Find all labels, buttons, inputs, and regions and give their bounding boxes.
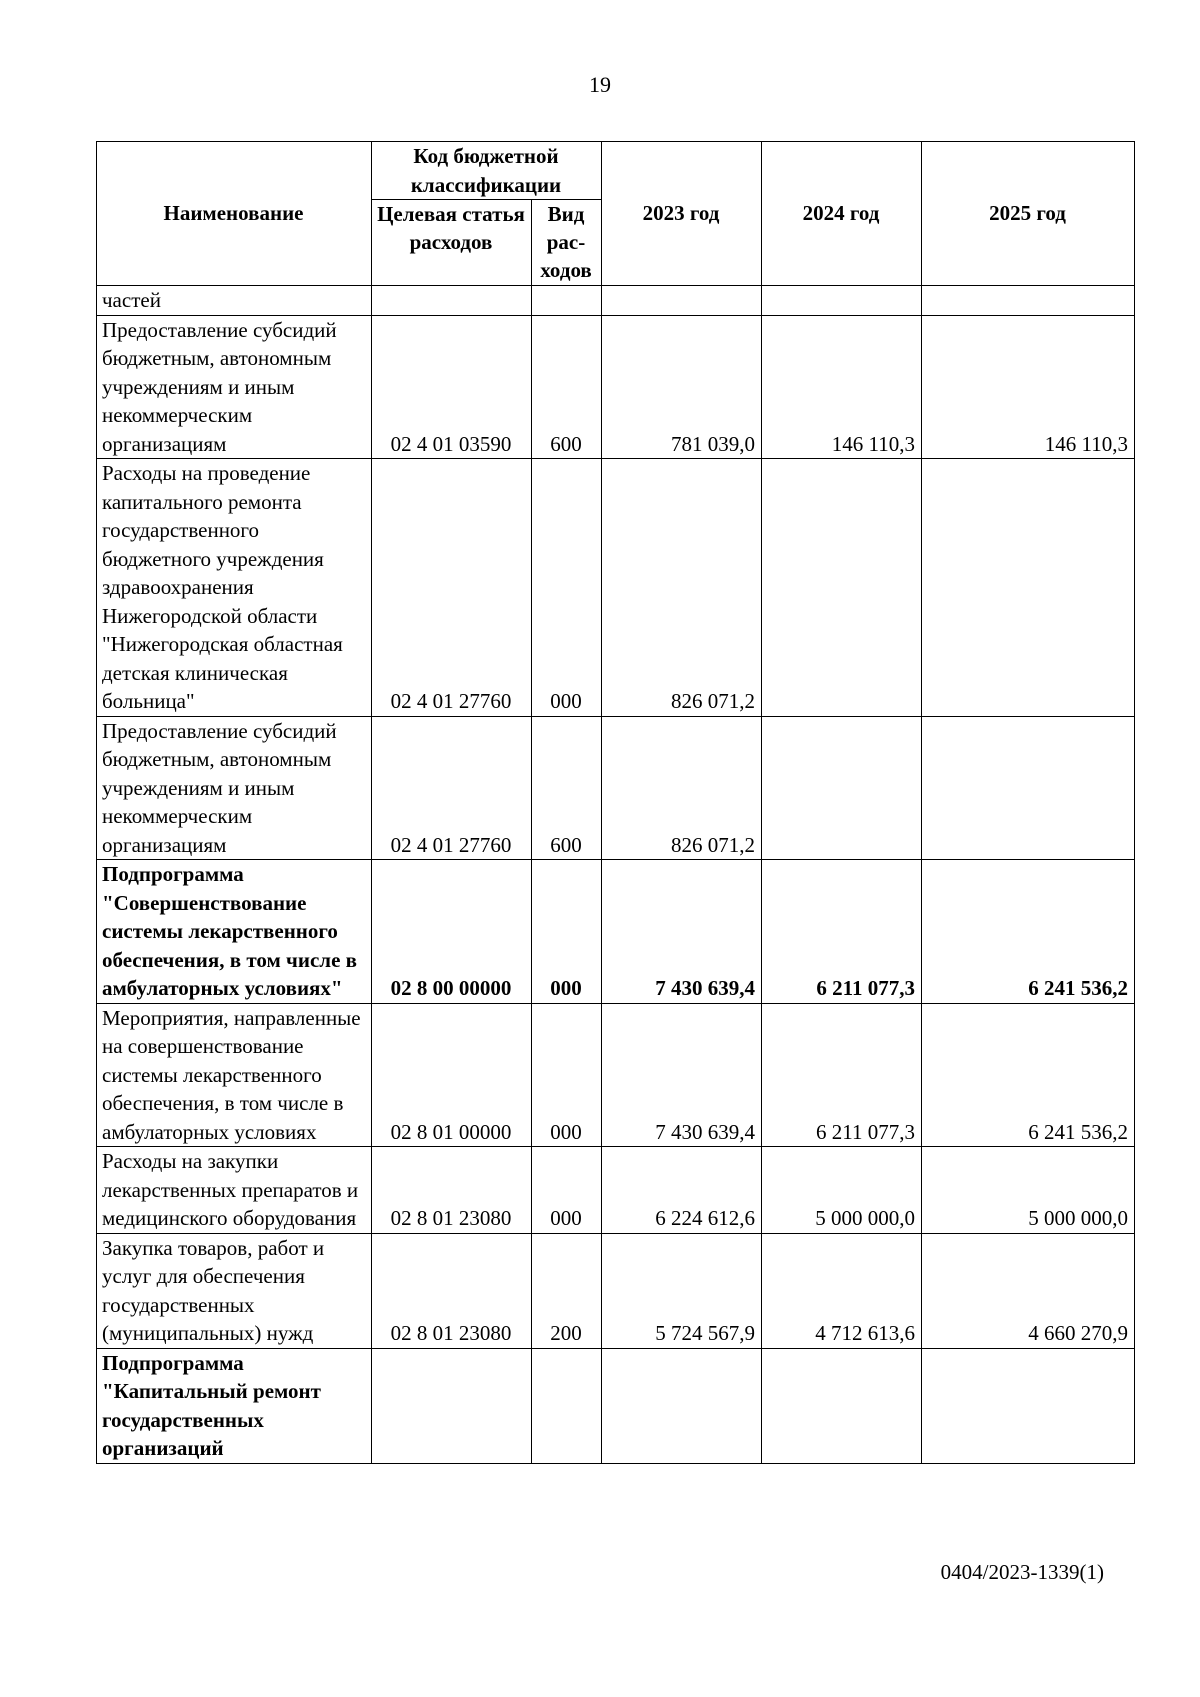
header-2025: 2025 год — [922, 142, 1135, 286]
table-row — [97, 1003, 1135, 1147]
row-target-article — [372, 1348, 532, 1463]
header-2023: 2023 год — [602, 142, 762, 286]
row-name: Расходы на проведение капитального ремонта государственного бюджетного учреждения здравоохранения Нижегородской области "Нижегородская областная детская клиническая больница" — [97, 459, 372, 717]
row-name: Мероприятия, направленные на совершенствование системы лекарственного обеспечения, в том числе в амбулаторных условиях — [97, 1003, 372, 1147]
row-name: Закупка товаров, работ и услуг для обеспечения государственных (муниципальных) нужд — [97, 1233, 372, 1348]
budget-table — [96, 141, 1135, 1464]
row-expense-type: 000 — [532, 860, 602, 1004]
row-name: Подпрограмма "Совершенствование системы лекарственного обеспечения, в том числе в амбулаторных условиях" — [97, 860, 372, 1004]
row-target-article: 02 4 01 03590 — [372, 315, 532, 459]
row-name: Предоставление субсидий бюджетным, автономным учреждениям и иным некоммерческим организациям — [97, 716, 372, 860]
row-expense-type: 000 — [532, 1003, 602, 1147]
header-expense-type — [532, 200, 602, 286]
row-expense-type: 200 — [532, 1233, 602, 1348]
row-2023: 7 430 639,4 — [602, 1003, 762, 1147]
row-name: Подпрограмма "Капитальный ремонт государственных организаций — [97, 1348, 372, 1463]
row-expense-type: 000 — [532, 459, 602, 717]
row-2023 — [602, 286, 762, 316]
row-2025 — [922, 716, 1135, 860]
row-2025: 6 241 536,2 — [922, 1003, 1135, 1147]
row-2024 — [762, 716, 922, 860]
row-expense-type: 600 — [532, 315, 602, 459]
row-name: Предоставление субсидий бюджетным, автономным учреждениям и иным некоммерческим организациям — [97, 315, 372, 459]
row-2025 — [922, 459, 1135, 717]
table-row — [97, 459, 1135, 717]
header-name: Наименование — [97, 142, 372, 286]
row-name: частей — [97, 286, 372, 316]
table-row — [97, 1147, 1135, 1234]
row-2024: 4 712 613,6 — [762, 1233, 922, 1348]
row-2023: 826 071,2 — [602, 716, 762, 860]
row-2023: 826 071,2 — [602, 459, 762, 717]
header-target-article — [372, 200, 532, 286]
row-2024 — [762, 1348, 922, 1463]
table-row-subprogram — [97, 860, 1135, 1004]
row-2024: 6 211 077,3 — [762, 1003, 922, 1147]
row-2025: 146 110,3 — [922, 315, 1135, 459]
row-2023: 6 224 612,6 — [602, 1147, 762, 1234]
row-expense-type — [532, 1348, 602, 1463]
header-target-article-text: Целевая статья расходов — [377, 202, 525, 254]
row-target-article: 02 4 01 27760 — [372, 459, 532, 717]
table-row — [97, 286, 1135, 316]
row-2023 — [602, 1348, 762, 1463]
document-number: 0404/2023-1339(1) — [940, 1560, 1104, 1584]
row-target-article: 02 8 01 00000 — [372, 1003, 532, 1147]
row-2024: 6 211 077,3 — [762, 860, 922, 1004]
row-2025: 4 660 270,9 — [922, 1233, 1135, 1348]
row-expense-type — [532, 286, 602, 316]
row-2024 — [762, 459, 922, 717]
row-target-article: 02 8 01 23080 — [372, 1233, 532, 1348]
row-2025: 5 000 000,0 — [922, 1147, 1135, 1234]
row-expense-type: 600 — [532, 716, 602, 860]
row-target-article — [372, 286, 532, 316]
row-2025 — [922, 286, 1135, 316]
row-target-article: 02 8 00 00000 — [372, 860, 532, 1004]
row-target-article: 02 4 01 27760 — [372, 716, 532, 860]
table-row — [97, 716, 1135, 860]
header-code-group: Код бюджетной классификации — [372, 142, 602, 200]
header-expense-type-text: Вид рас-ходов — [540, 202, 592, 282]
row-target-article: 02 8 01 23080 — [372, 1147, 532, 1234]
row-2024: 146 110,3 — [762, 315, 922, 459]
row-2024 — [762, 286, 922, 316]
row-name: Расходы на закупки лекарственных препаратов и медицинского оборудования — [97, 1147, 372, 1234]
page-number: 19 — [589, 72, 611, 97]
row-2023: 5 724 567,9 — [602, 1233, 762, 1348]
table-row — [97, 315, 1135, 459]
table-row — [97, 1233, 1135, 1348]
table-row-subprogram — [97, 1348, 1135, 1463]
row-2023: 781 039,0 — [602, 315, 762, 459]
row-2025 — [922, 1348, 1135, 1463]
row-expense-type: 000 — [532, 1147, 602, 1234]
header-2024: 2024 год — [762, 142, 922, 286]
row-2024: 5 000 000,0 — [762, 1147, 922, 1234]
row-2025: 6 241 536,2 — [922, 860, 1135, 1004]
row-2023: 7 430 639,4 — [602, 860, 762, 1004]
